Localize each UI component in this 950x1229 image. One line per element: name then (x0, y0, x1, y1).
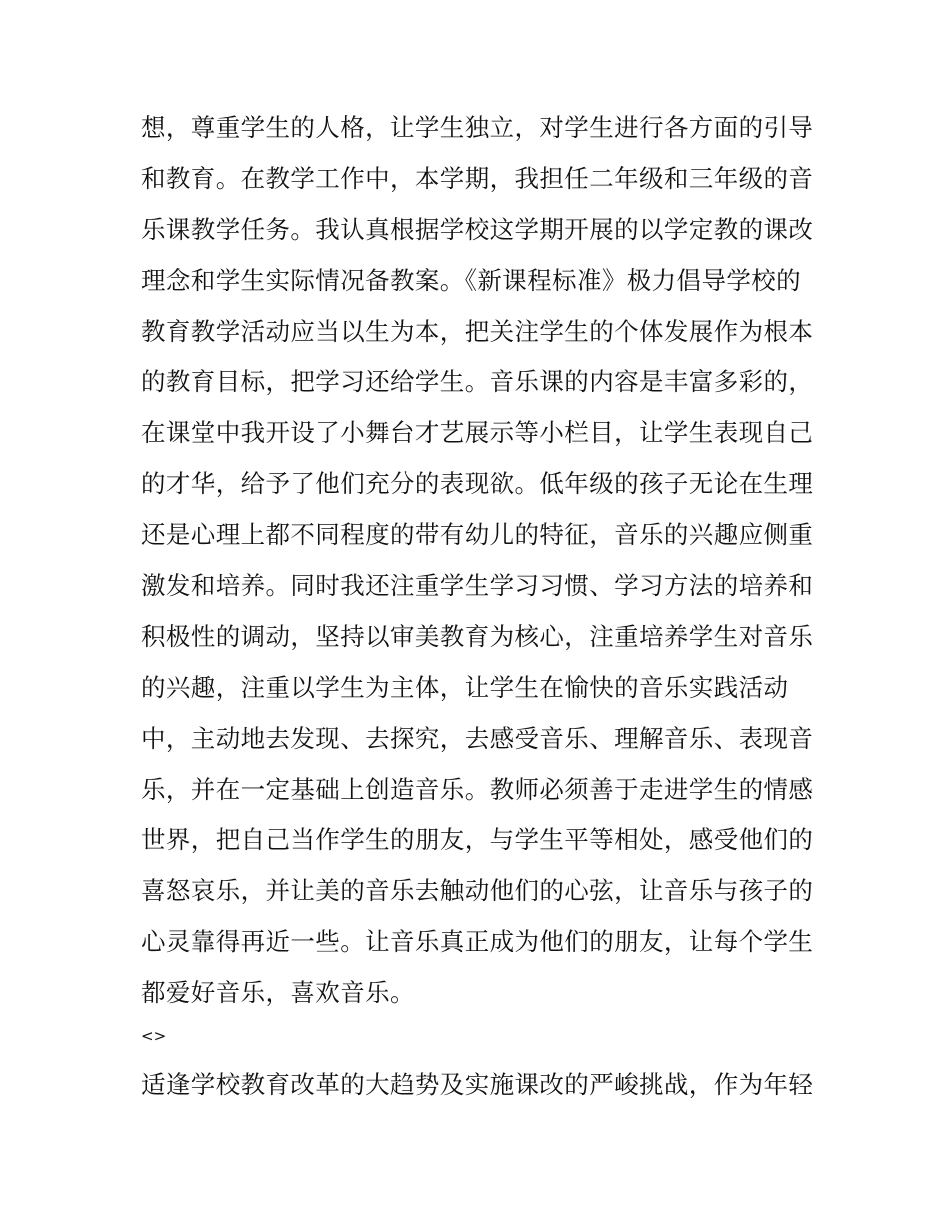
paragraph-line: 乐课教学任务。我认真根据学校这学期开展的以学定教的课改 (141, 214, 814, 244)
paragraph-line: 世界，把自己当作学生的朋友，与学生平等相处，感受他们的 (141, 825, 814, 855)
paragraph-line: 乐，并在一定基础上创造音乐。教师必须善于走进学生的情感 (141, 774, 814, 804)
paragraph-line: 喜怒哀乐，并让美的音乐去触动他们的心弦，让音乐与孩子的 (141, 876, 814, 906)
paragraph-line: 激发和培养。同时我还注重学生学习习惯、学习方法的培养和 (141, 571, 814, 601)
body-paragraph (141, 103, 821, 1019)
paragraph-line: 的教育目标，把学习还给学生。音乐课的内容是丰富多彩的， (141, 367, 814, 397)
paragraph-line: 心灵靠得再近一些。让音乐真正成为他们的朋友，让每个学生 (141, 927, 814, 957)
paragraph-line: 在课堂中我开设了小舞台才艺展示等小栏目，让学生表现自己 (141, 418, 814, 448)
paragraph-line: 适逢学校教育改革的大趋势及实施课改的严峻挑战，作为年轻 (141, 1070, 814, 1099)
paragraph-line: 积极性的调动，坚持以审美教育为核心，注重培养学生对音乐 (141, 621, 814, 651)
paragraph-line: 理念和学生实际情况备教案。《新课程标准》极力倡导学校的 (141, 265, 802, 295)
paragraph-line: 都爱好音乐，喜欢音乐。 (141, 978, 415, 1008)
paragraph-line: 中，主动地去发现、去探究，去感受音乐、理解音乐、表现音 (141, 723, 814, 753)
paragraph-line: 和教育。在教学工作中，本学期，我担任二年级和三年级的音 (141, 163, 814, 193)
paragraph-line: 的兴趣，注重以学生为主体，让学生在愉快的音乐实践活动 (141, 672, 789, 702)
next-paragraph (141, 1060, 821, 1111)
paragraph-line: 还是心理上都不同程度的带有幼儿的特征，音乐的兴趣应侧重 (141, 520, 814, 550)
section-marker: <> (141, 1027, 167, 1045)
paragraph-line: 想，尊重学生的人格，让学生独立，对学生进行各方面的引导 (141, 113, 814, 142)
paragraph-line: 教育教学活动应当以生为本，把关注学生的个体发展作为根本 (141, 316, 814, 346)
paragraph-line: 的才华，给予了他们充分的表现欲。低年级的孩子无论在生理 (141, 469, 814, 499)
